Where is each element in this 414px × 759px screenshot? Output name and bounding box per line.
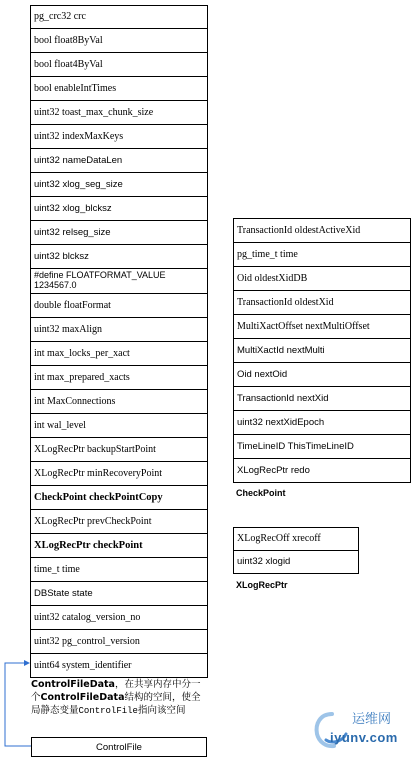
- field-float4byval: bool float4ByVal: [30, 53, 208, 77]
- control-file-box: ControlFile: [31, 737, 207, 757]
- field-relseg-size: uint32 relseg_size: [30, 221, 208, 245]
- checkpoint-caption: CheckPoint: [236, 488, 286, 498]
- field-namedatalen: uint32 nameDataLen: [30, 149, 208, 173]
- field-state: DBState state: [30, 582, 208, 606]
- field-catalog-version-no: uint32 catalog_version_no: [30, 606, 208, 630]
- field-prevcheckpoint: XLogRecPtr prevCheckPoint: [30, 510, 208, 534]
- cp-oldestxid: TransactionId oldestXid: [233, 291, 411, 315]
- watermark-cn-text: 运维网: [352, 712, 392, 727]
- field-max-prepared-xacts: int max_prepared_xacts: [30, 366, 208, 390]
- field-maxalign: uint32 maxAlign: [30, 318, 208, 342]
- field-max-locks-per-xact: int max_locks_per_xact: [30, 342, 208, 366]
- xlogrecptr-table: [233, 527, 359, 574]
- field-checkpointcopy: CheckPoint checkPointCopy: [30, 486, 208, 510]
- xlogrecptr-caption: XLogRecPtr: [236, 580, 288, 590]
- field-blcksz: uint32 blcksz: [30, 245, 208, 269]
- xl-xrecoff: XLogRecOff xrecoff: [233, 528, 359, 551]
- cp-redo: XLogRecPtr redo: [233, 459, 411, 483]
- note-text-3: 指向该空间: [137, 705, 186, 716]
- cp-thistimelineid: TimeLineID ThisTimeLineID: [233, 435, 411, 459]
- checkpoint-table: [233, 218, 411, 483]
- cp-time: pg_time_t time: [233, 243, 411, 267]
- cp-oldestactivexid: TransactionId oldestActiveXid: [233, 219, 411, 243]
- pointer-arrow-line: [5, 663, 31, 746]
- watermark-url-text: iyunv.com: [330, 730, 398, 745]
- field-maxconnections: int MaxConnections: [30, 390, 208, 414]
- note-struct-name-2: ControlFileData: [40, 692, 125, 703]
- field-backupstartpoint: XLogRecPtr backupStartPoint: [30, 438, 208, 462]
- cp-oldestxiddb: Oid oldestXidDB: [233, 267, 411, 291]
- field-checkpoint: XLogRecPtr checkPoint: [30, 534, 208, 558]
- note-text-2: 结构的空间，使全局静态变量: [31, 692, 201, 716]
- field-indexmaxkeys: uint32 indexMaxKeys: [30, 125, 208, 149]
- cp-nextxidepoch: uint32 nextXidEpoch: [233, 411, 411, 435]
- note-variable-name: ControlFile: [78, 706, 138, 716]
- field-pg-control-version: uint32 pg_control_version: [30, 630, 208, 654]
- cp-nextmulti: MultiXactId nextMulti: [233, 339, 411, 363]
- cp-nextoid: Oid nextOid: [233, 363, 411, 387]
- field-xlog-blcksz: uint32 xlog_blcksz: [30, 197, 208, 221]
- field-xlog-seg-size: uint32 xlog_seg_size: [30, 173, 208, 197]
- cp-nextmultioffset: MultiXactOffset nextMultiOffset: [233, 315, 411, 339]
- field-minrecoverypoint: XLogRecPtr minRecoveryPoint: [30, 462, 208, 486]
- field-toast-max-chunk-size: uint32 toast_max_chunk_size: [30, 101, 208, 125]
- field-crc: pg_crc32 crc: [30, 6, 208, 29]
- field-system-identifier: uint64 system_identifier: [30, 654, 208, 678]
- field-floatformat: double floatFormat: [30, 294, 208, 318]
- cp-nextxid: TransactionId nextXid: [233, 387, 411, 411]
- field-enableinttimes: bool enableIntTimes: [30, 77, 208, 101]
- pointer-arrow-head: [24, 660, 30, 666]
- field-float8byval: bool float8ByVal: [30, 29, 208, 53]
- xl-xlogid: uint32 xlogid: [233, 551, 359, 574]
- field-time: time_t time: [30, 558, 208, 582]
- field-floatformat-define: #define FLOATFORMAT_VALUE 1234567.0: [30, 269, 208, 294]
- note-text-1: ，在共享内存中分一个: [31, 679, 201, 703]
- note-struct-name: ControlFileData: [31, 679, 115, 690]
- field-wal-level: int wal_level: [30, 414, 208, 438]
